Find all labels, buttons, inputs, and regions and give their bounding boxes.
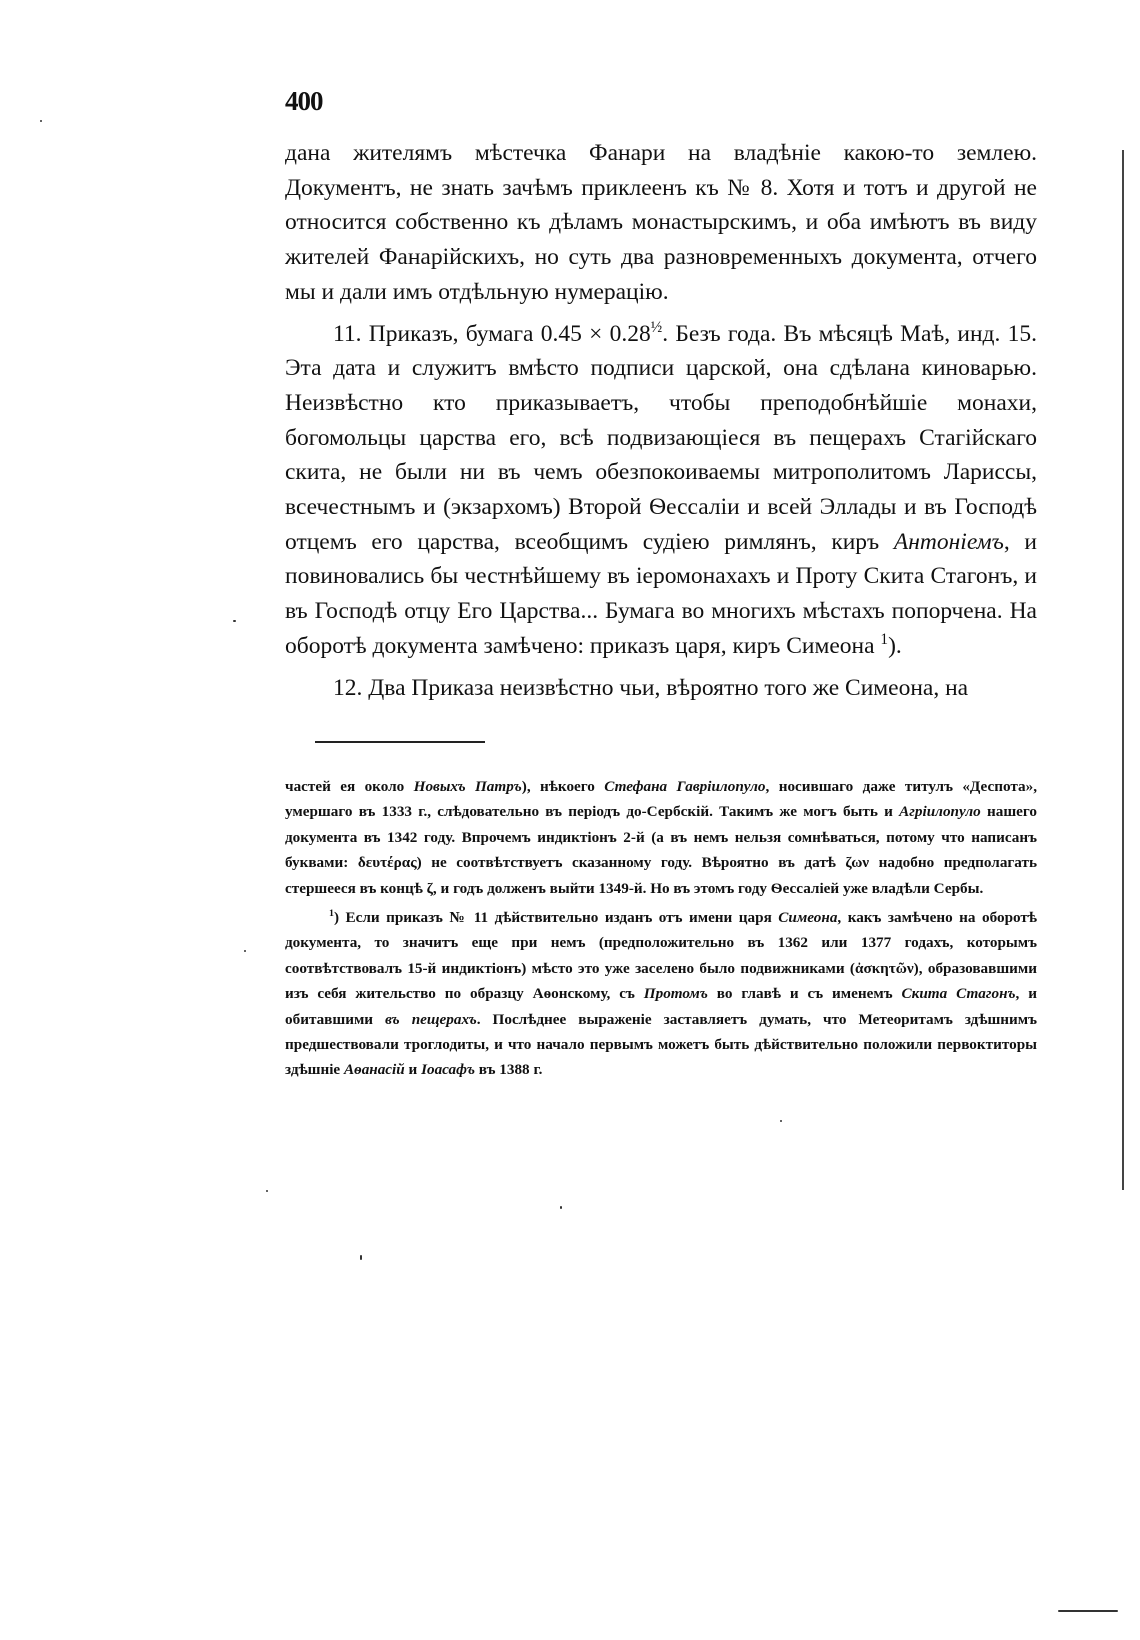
fn-cont-italic: Агріилопуло	[899, 803, 981, 821]
fn-cont-text: , носившаго даже титулъ «Деспота», умершаго въ 1333 г., слѣдовательно въ періодъ до-Сербскій. Такимъ же могъ быть и	[285, 778, 1037, 821]
fn1-text: ) Если приказъ № 11 дѣйствительно изданъ отъ имени царя	[333, 909, 779, 927]
footnote-1	[285, 905, 1037, 1083]
item-11-text-b: . Безъ года. Въ мѣсяцѣ Маѣ, инд. 15. Эта дата и служитъ вмѣсто подписи царской, она сдѣлана киноварью. Неизвѣстно кто приказываетъ, чтобы преподобнѣйшіе монахи, богомольцы царства его, всѣ подвизающіеся въ пещерахъ Стагійскаго скита, не были ни въ чемъ обезпокоиваемы митрополитомъ Лариссы, всечестнымъ и (экзархомъ) Второй Ѳессаліи и всей Эллады и въ Господѣ отцемъ его царства, всеобщимъ судіею римлянъ, киръ	[285, 320, 1037, 555]
paragraph-document-note: дана жителямъ мѣстечка Фанари на владѣніе какою-то землею. Документъ, не знать зачѣмъ приклеенъ къ № 8. Хотя и тотъ и другой не относится собственно къ дѣламъ монастырскимъ, и оба имѣютъ въ виду жителей Фанарійскихъ, но суть два разновременныхъ документа, отчего мы и дали имъ отдѣльную нумерацію.	[285, 140, 1037, 305]
fn-cont-text: нашего документа въ 1342 году. Впрочемъ индиктіонъ 2-й (а въ немъ нельзя сомнѣваться, потому что написанъ буквами: δευτέρας) не соотвѣтствуетъ сказанному году. Вѣроятно въ датѣ ζων надобно предполагать стершееся въ концѣ ζ, и годъ долженъ выйти 1349-й. Но въ этомъ году Ѳессаліей уже владѣли Сербы.	[285, 803, 1037, 897]
paragraph-item-12: 12. Два Приказа неизвѣстно чьи, вѣроятно того же Симеона, на	[333, 674, 969, 701]
fn1-text: . Послѣднее выраженіе заставляетъ думать, что Метеоритамъ здѣшнимъ предшествовали троглодиты, и что начало первымъ можетъ быть дѣйствительно положили первоктиторы здѣшніе	[285, 1010, 1037, 1079]
scan-margin-mark	[1122, 150, 1124, 1190]
name-antony: Антоніемъ	[893, 528, 1004, 555]
fn1-italic: Аѳанасій	[343, 1061, 405, 1079]
fn1-text: , какъ замѣчено на оборотѣ документа, то значитъ еще при немъ (предположительно въ 1362 или 1377 годахъ, которымъ соотвѣтствовалъ 15-й индиктіонъ) мѣсто это уже заселено было подвижниками (ἀσκητῶν), образовавшими изъ себя жительство по образцу Аѳонскому, съ	[285, 909, 1037, 1003]
scan-speck	[40, 120, 42, 122]
scan-speck	[266, 1190, 268, 1192]
page-number: 400	[285, 86, 323, 116]
fn-cont-italic: Стефана Гавріилопуло	[604, 778, 766, 795]
footnote-1-marker: 1	[329, 907, 334, 919]
scan-speck	[780, 1120, 782, 1122]
fn-cont-italic: Новыхъ Патръ	[413, 778, 522, 795]
footnotes	[285, 774, 1037, 1083]
paragraph-item-11	[285, 317, 1037, 664]
fn1-text: и	[404, 1061, 422, 1079]
fn1-italic: Протомъ	[643, 985, 708, 1003]
fn1-text: въ 1388 г.	[475, 1061, 543, 1079]
scan-speck	[244, 950, 246, 952]
scan-speck	[360, 1255, 362, 1260]
scan-speck	[233, 620, 236, 622]
footnote-separator	[315, 741, 485, 743]
item-11-text-d: ).	[888, 632, 902, 659]
fn1-italic: Скита Стагонъ	[901, 985, 1016, 1003]
footnote-continuation	[285, 774, 1037, 901]
footnote-ref-1: 1	[880, 631, 889, 649]
fn-cont-text: частей ея около	[285, 778, 414, 795]
item-11-text-c: , и повиновались бы честнѣйшему въ іеромонахахъ и Проту Скита Стагонъ, и въ Господѣ отцу Его Царства... Бумага во многихъ мѣстахъ попорчена. На оборотѣ документа замѣчено: приказъ царя, киръ Симеона	[285, 528, 1038, 659]
fraction-half: ½	[650, 318, 663, 336]
item-11-text-a: 11. Приказъ, бумага 0.45 × 0.28	[333, 320, 651, 347]
fn1-italic: Іоасафъ	[421, 1061, 475, 1079]
fn-cont-text: ), нѣкоего	[521, 778, 605, 795]
main-text	[285, 136, 1037, 705]
scan-speck	[1058, 1610, 1118, 1612]
fn1-text: , и обитавшими	[285, 985, 1037, 1028]
scan-speck	[560, 1206, 562, 1209]
fn1-text: во главѣ и съ именемъ	[707, 985, 902, 1003]
fn1-italic: Симеона	[778, 909, 838, 927]
fn1-italic: въ пещерахъ	[385, 1010, 477, 1028]
